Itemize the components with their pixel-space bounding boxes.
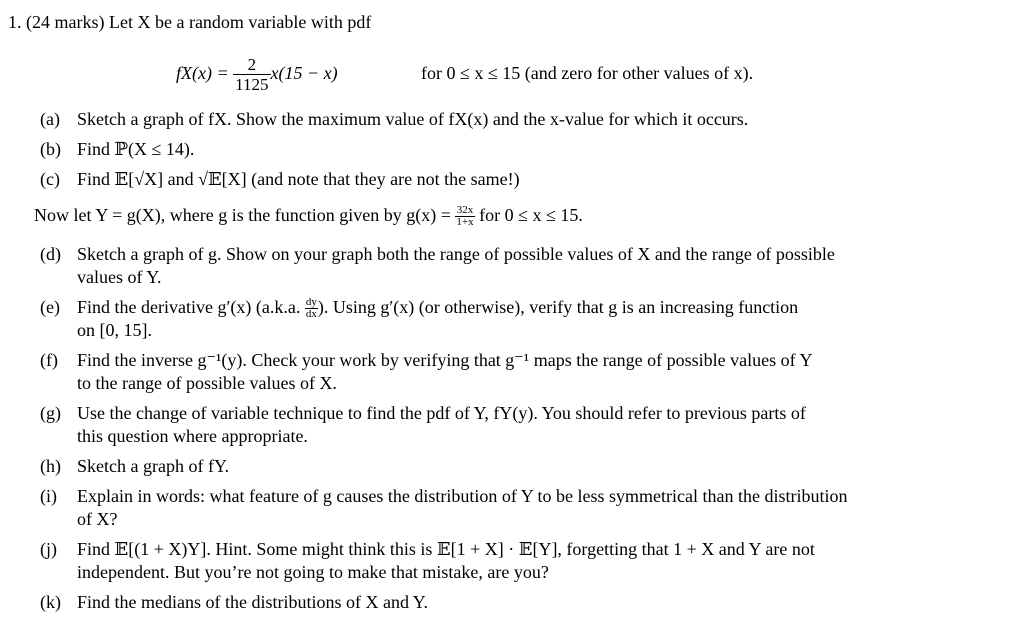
part-f-label: (f)	[40, 350, 58, 370]
g-fraction-numerator: 32x	[456, 204, 474, 217]
part-a-label: (a)	[40, 109, 60, 129]
part-d-label: (d)	[40, 244, 61, 264]
part-a-text: Sketch a graph of fX. Show the maximum value of fX(x) and the x-value for which it occurs.	[77, 109, 749, 129]
transition-text-before: Now let Y = g(X), where g is the function given by g(x) =	[34, 205, 451, 225]
dy-dx-fraction	[305, 297, 318, 320]
part-e-text-after: ). Using g′(x) (or otherwise), verify that g is an increasing function	[317, 297, 799, 317]
dy-dx-denominator: dx	[305, 308, 317, 321]
part-g-line1: Use the change of variable technique to find the pdf of Y, fY(y). You should refer to previous parts of	[77, 403, 806, 423]
part-d-line1: Sketch a graph of g. Show on your graph both the range of possible values of X and the range of possible	[77, 244, 835, 264]
pdf-lhs: fX(x) =	[176, 63, 229, 83]
question-intro: Let X be a random variable with pdf	[108, 12, 372, 32]
part-e-text-before: Find the derivative g′(x) (a.k.a.	[77, 297, 301, 317]
part-k-label: (k)	[40, 592, 61, 612]
part-e-label: (e)	[40, 297, 60, 317]
transition-line	[34, 200, 583, 230]
part-f-line2: to the range of possible values of X.	[77, 373, 337, 393]
part-h-line1: Sketch a graph of fY.	[77, 456, 230, 476]
question-number: 1.	[8, 12, 22, 32]
dy-dx-numerator: dy	[305, 296, 317, 309]
part-e-line1	[77, 292, 798, 322]
pdf-fraction	[233, 55, 270, 94]
transition-text-after: for 0 ≤ x ≤ 15.	[479, 205, 583, 225]
question-header	[8, 11, 371, 34]
pdf-fraction-denominator: 1125	[235, 75, 269, 95]
part-b-label: (b)	[40, 139, 61, 159]
part-i-line1: Explain in words: what feature of g causes the distribution of Y to be less symmetrical than the distribution	[77, 486, 848, 506]
part-c-text: Find 𝔼[√X] and √𝔼[X] (and note that they are not the same!)	[77, 169, 520, 189]
pdf-fraction-numerator: 2	[233, 55, 270, 75]
pdf-expression: x(15 − x)	[270, 63, 338, 83]
part-j-line1: Find 𝔼[(1 + X)Y]. Hint. Some might think this is 𝔼[1 + X] · 𝔼[Y], forgetting that 1 + X and Y are not	[77, 539, 815, 559]
part-f-line1: Find the inverse g⁻¹(y). Check your work by verifying that g⁻¹ maps the range of possible values of Y	[77, 350, 813, 370]
part-g-line2: this question where appropriate.	[77, 426, 308, 446]
part-d-line2: values of Y.	[77, 267, 162, 287]
part-h-label: (h)	[40, 456, 61, 476]
part-j-line2: independent. But you’re not going to make that mistake, are you?	[77, 562, 549, 582]
part-g-label: (g)	[40, 403, 61, 423]
part-b-text: Find ℙ(X ≤ 14).	[77, 139, 195, 159]
part-j-label: (j)	[40, 539, 57, 559]
g-fraction-denominator: 1+x	[456, 216, 474, 229]
part-c-label: (c)	[40, 169, 60, 189]
part-i-line2: of X?	[77, 509, 118, 529]
part-i-label: (i)	[40, 486, 57, 506]
question-marks: (24 marks)	[26, 12, 105, 32]
pdf-domain: for 0 ≤ x ≤ 15 (and zero for other values of x).	[421, 63, 754, 83]
g-fraction	[455, 205, 474, 228]
part-e-line2: on [0, 15].	[77, 320, 152, 340]
pdf-equation	[176, 51, 338, 95]
part-k-line1: Find the medians of the distributions of X and Y.	[77, 592, 428, 612]
